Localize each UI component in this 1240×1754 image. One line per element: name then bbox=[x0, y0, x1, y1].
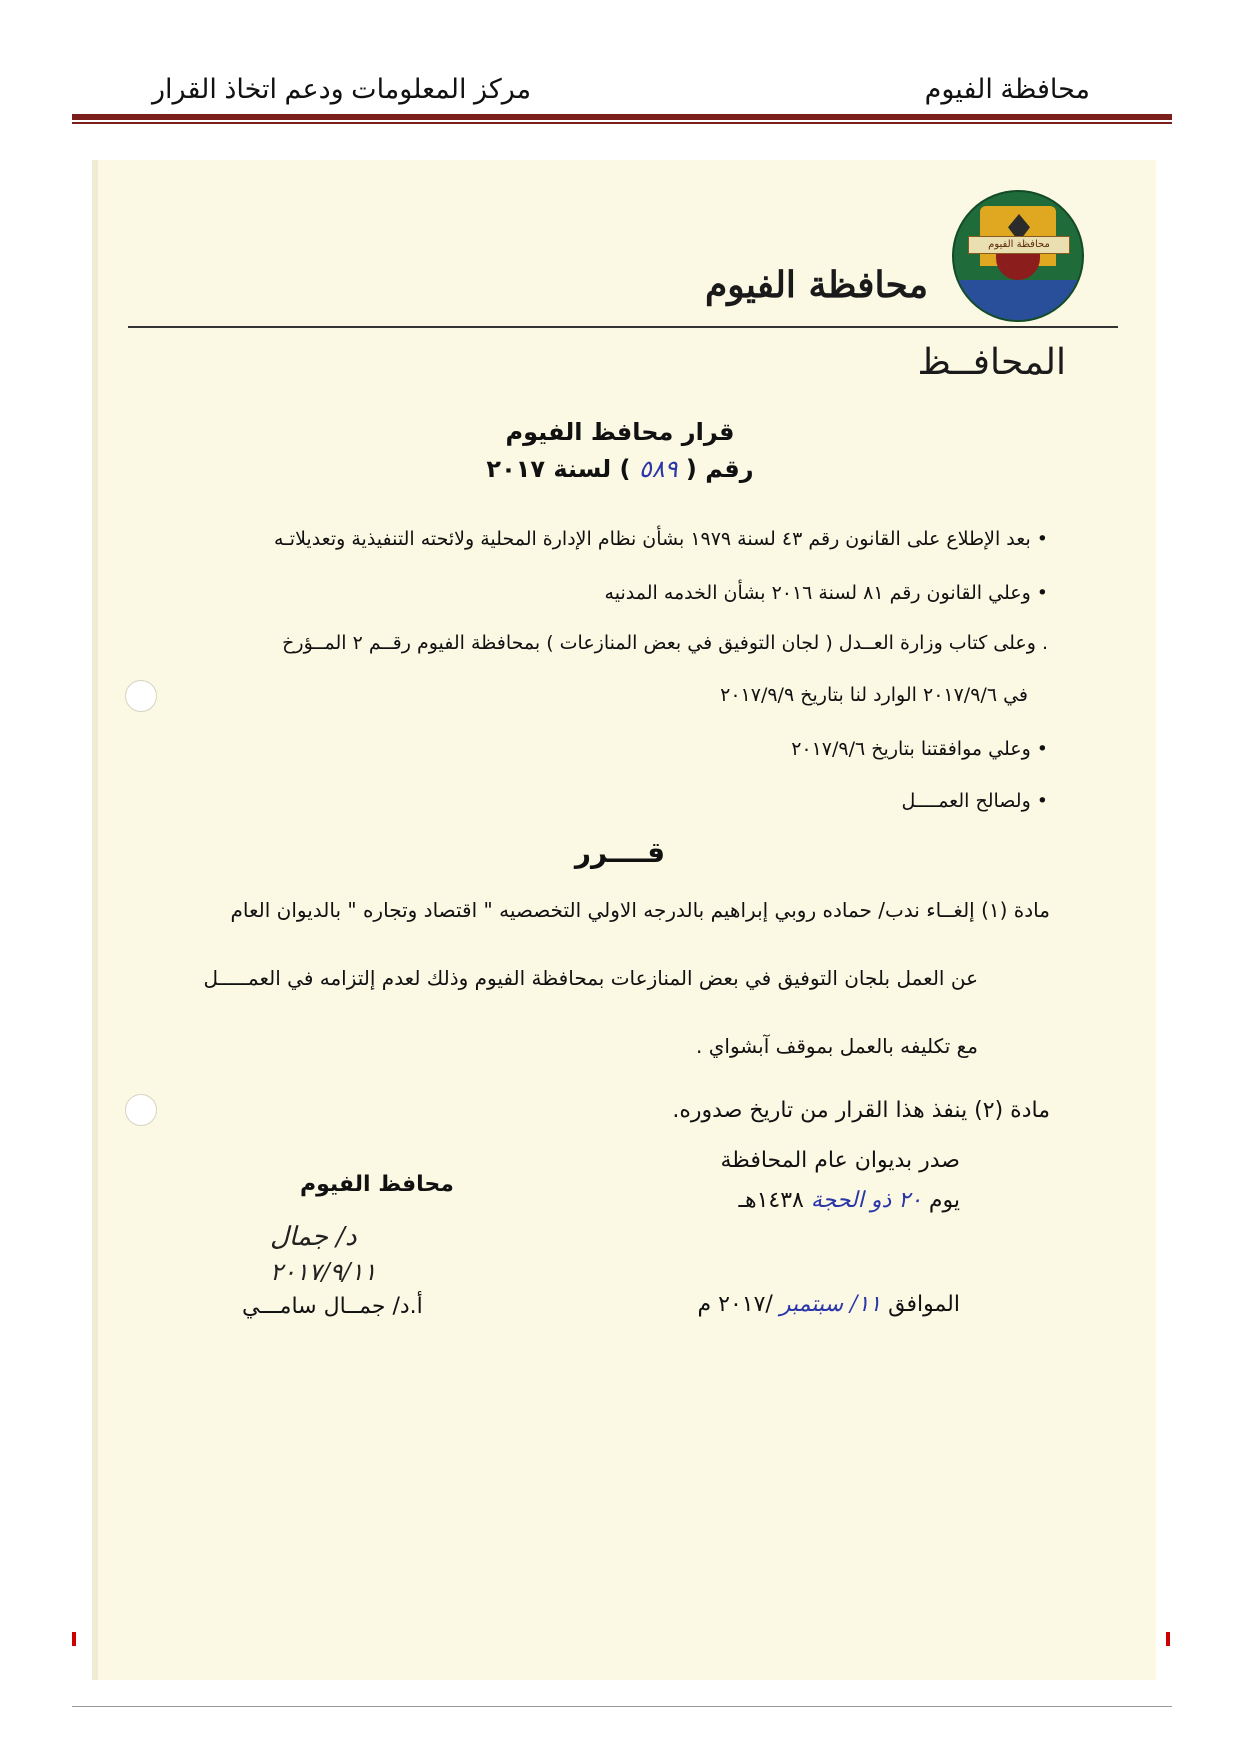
letterhead-divider bbox=[128, 326, 1118, 328]
signatory-name: أ.د/ جمــال سامـــي bbox=[242, 1294, 423, 1319]
gregorian-date-handwritten: ١١/ سبتمبر bbox=[779, 1292, 882, 1317]
waterwheel-icon bbox=[996, 254, 1040, 280]
decree-number-handwritten: ٥٨٩ bbox=[638, 455, 678, 483]
punch-hole bbox=[125, 680, 157, 712]
decree-title: قرار محافظ الفيوم bbox=[505, 418, 735, 446]
decree-number-prefix: رقم ( bbox=[685, 455, 754, 483]
page-mark bbox=[72, 1632, 76, 1646]
issued-day-label: يوم bbox=[928, 1188, 960, 1213]
punch-hole bbox=[125, 1094, 157, 1126]
office-label: المحافــظ bbox=[917, 342, 1066, 383]
letterhead-title: محافظة الفيوم bbox=[705, 264, 928, 306]
signature-date-handwritten: ٢٠١٧/٩/١١ bbox=[270, 1258, 377, 1286]
page-mark bbox=[1166, 1632, 1170, 1646]
gregorian-year: /٢٠١٧ م bbox=[697, 1292, 773, 1317]
header-info-center: مركز المعلومات ودعم اتخاذ القرار bbox=[152, 74, 532, 104]
preamble-line: في ٢٠١٧/٩/٦ الوارد لنا بتاريخ ٢٠١٧/٩/٩ bbox=[720, 684, 1028, 706]
gregorian-date bbox=[698, 1292, 960, 1317]
scan-edge bbox=[92, 160, 98, 1680]
hijri-date-handwritten: ٢٠ ذو الحجة bbox=[810, 1188, 922, 1213]
preamble-line: • وعلي القانون رقم ٨١ لسنة ٢٠١٦ بشأن الخدمه المدنيه bbox=[604, 582, 1048, 604]
article-1-line: عن العمل بلجان التوفيق في بعض المنازعات بمحافظة الفيوم وذلك لعدم إلتزامه في العمـــــل bbox=[203, 966, 978, 990]
article-1-line: مادة (١) إلغــاء ندب/ حماده روبي إبراهيم بالدرجه الاولي التخصصيه " اقتصاد وتجاره " بالديوان العام bbox=[230, 898, 1050, 922]
header-divider-thin bbox=[72, 122, 1172, 124]
decree-number-suffix: ) لسنة ٢٠١٧ bbox=[486, 455, 631, 483]
header-governorate: محافظة الفيوم bbox=[924, 74, 1090, 104]
preamble-line: . وعلى كتاب وزارة العــدل ( لجان التوفيق في بعض المنازعات ) بمحافظة الفيوم رقــم ٢ المــؤرخ bbox=[282, 632, 1048, 654]
signatory-title: محافظ الفيوم bbox=[300, 1172, 454, 1197]
hijri-year: ١٤٣٨هـ bbox=[738, 1188, 804, 1213]
article-2: مادة (٢) ينفذ هذا القرار من تاريخ صدوره. bbox=[672, 1098, 1050, 1123]
decree-number bbox=[0, 455, 1240, 483]
gregorian-label: الموافق bbox=[888, 1292, 960, 1317]
logo-banner: محافظة الفيوم bbox=[968, 236, 1070, 254]
governorate-logo bbox=[952, 190, 1084, 322]
preamble-line: • ولصالح العمــــل bbox=[901, 790, 1048, 812]
header-divider bbox=[72, 114, 1172, 120]
logo-water bbox=[954, 280, 1082, 320]
signature-handwritten: د/ جمال bbox=[270, 1222, 357, 1252]
issued-at: صدر بديوان عام المحافظة bbox=[720, 1148, 960, 1173]
issued-day bbox=[739, 1188, 960, 1213]
article-1-line: مع تكليفه بالعمل بموقف آبشواي . bbox=[696, 1034, 978, 1058]
footer-divider bbox=[72, 1706, 1172, 1707]
decision-heading: قــــرر bbox=[574, 836, 666, 869]
preamble-line: • بعد الإطلاع على القانون رقم ٤٣ لسنة ١٩٧٩ بشأن نظام الإدارة المحلية ولائحته التنفيذية وتعديلاتـه bbox=[274, 528, 1048, 550]
preamble-line: • وعلي موافقتنا بتاريخ ٢٠١٧/٩/٦ bbox=[791, 738, 1048, 760]
